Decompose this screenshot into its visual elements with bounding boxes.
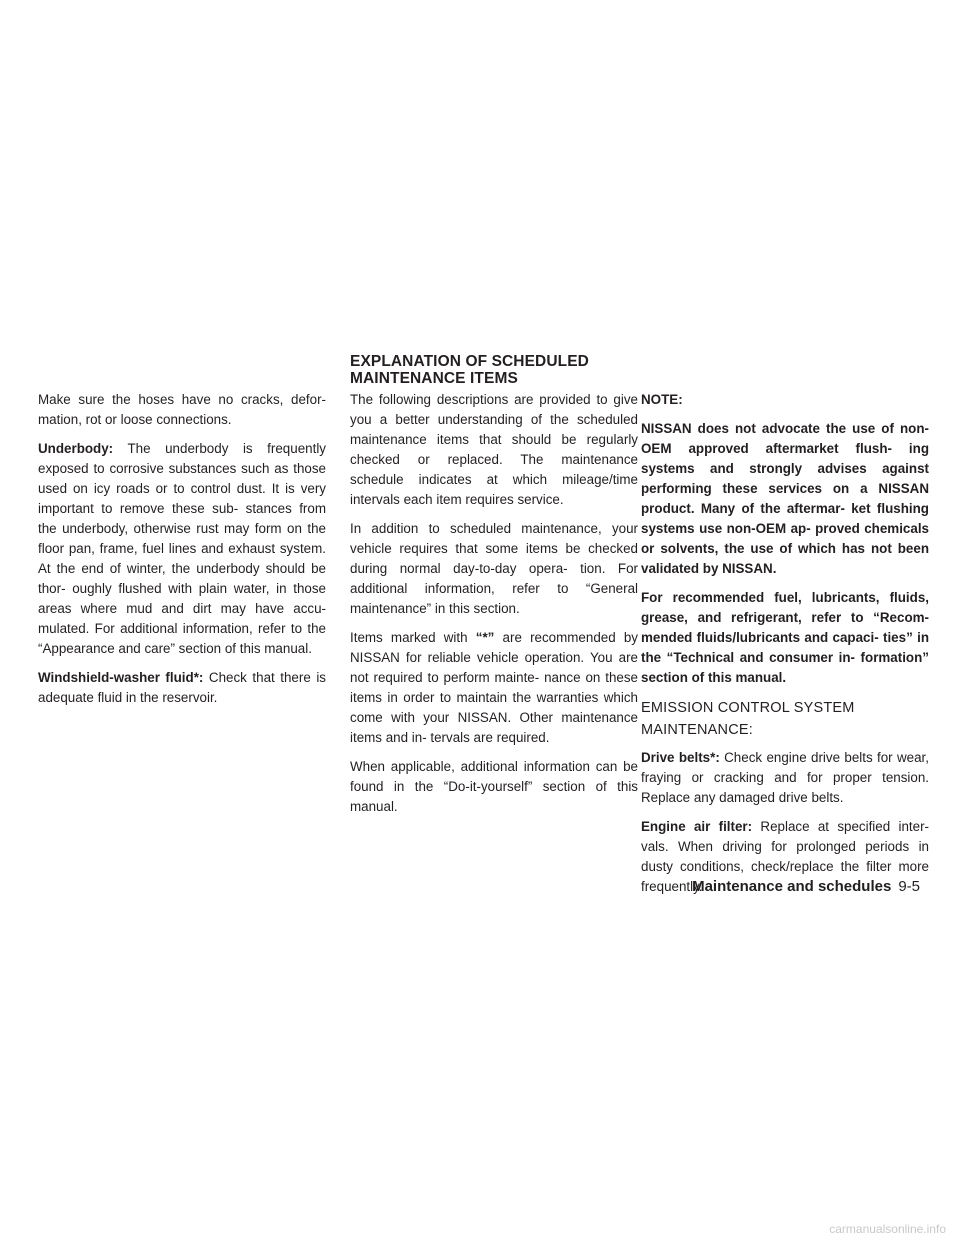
air-filter-label: Engine air filter: — [641, 819, 753, 834]
page-number: 9-5 — [898, 878, 920, 895]
emission-subheading-line1: EMISSION CONTROL SYSTEM — [641, 700, 855, 716]
page-footer — [692, 878, 920, 895]
washer-fluid-text: Check that there is adequate fluid in the reservoir. — [38, 670, 326, 705]
daily-checks-paragraph: In addition to scheduled maintenance, your vehicle requires that some items be checked during normal day-to-day opera- tion. For additional information, refer to “General maintenance” in this section. — [350, 521, 638, 616]
note-fluids-paragraph: For recommended fuel, lubricants, fluids, grease, and refrigerant, refer to “Recom- mended fluids/lubricants and capaci- ties” in the “Technical and consumer in- formation” section of this manual. — [641, 590, 929, 685]
asterisk-text-pre: Items marked with — [350, 630, 476, 645]
diy-paragraph: When applicable, additional information can be found in the “Do-it-yourself” section of this manual. — [350, 759, 638, 814]
note-flushing-paragraph: NISSAN does not advocate the use of non-OEM approved aftermarket flush- ing systems and strongly advises against performing these services on a NISSAN product. Many of the aftermar- ket flushing systems use non-OEM ap- proved chemicals or solvents, the use of which has not been validated by NISSAN. — [641, 421, 929, 576]
intro-paragraph: The following descriptions are provided to give you a better understanding of the scheduled maintenance items that should be regularly checked or replaced. The maintenance schedule indicates at which mileage/time intervals each item requires service. — [350, 392, 638, 507]
footer-section-title: Maintenance and schedules — [692, 878, 892, 895]
underbody-label: Underbody: — [38, 441, 114, 456]
washer-fluid-label: Windshield-washer fluid*: — [38, 670, 204, 685]
section-heading-line2: MAINTENANCE ITEMS — [350, 370, 518, 387]
watermark: carmanualsonline.info — [829, 1222, 946, 1236]
column-left — [38, 390, 326, 717]
section-heading — [350, 353, 750, 387]
emission-control-subheading — [641, 697, 929, 741]
asterisk-paragraph — [350, 628, 638, 748]
column-right — [641, 390, 929, 906]
drive-belts-text: Check engine drive belts for wear, fraying or cracking and for proper tension. Replace any damaged drive belts. — [641, 750, 930, 805]
drive-belts-paragraph — [641, 748, 929, 808]
air-filter-text: Replace at specified inter- vals. When driving for prolonged periods in dusty conditions, check/replace the filter more frequently. — [641, 819, 929, 894]
asterisk-mark: “*” — [475, 630, 495, 645]
emission-subheading-line2: MAINTENANCE: — [641, 722, 753, 738]
hoses-paragraph: Make sure the hoses have no cracks, defor- mation, rot or loose connections. — [38, 392, 326, 427]
underbody-text: The underbody is frequently exposed to corrosive substances such as those used on icy roads or to control dust. It is very important to remove these sub- stances from the underbody, otherwise rust may form on the floor pan, frame, fuel lines and exhaust system. At the end of winter, the underbody should be thor- oughly flushed with plain water, in those areas where mud and dirt may have accu- mulated. For additional information, refer to the “Appearance and care” section of this manual. — [38, 441, 326, 656]
drive-belts-label: Drive belts*: — [641, 750, 720, 765]
note-label: NOTE: — [641, 392, 683, 407]
section-heading-line1: EXPLANATION OF SCHEDULED — [350, 353, 589, 370]
column-middle — [350, 390, 638, 826]
washer-fluid-paragraph — [38, 668, 326, 708]
underbody-paragraph — [38, 439, 326, 659]
asterisk-text-post: are recommended by NISSAN for reliable vehicle operation. You are not required to perform mainte- nance on these items in order to maintain the warranties which come with your NISSAN. Other maintenance items and in- tervals are required. — [350, 630, 638, 745]
